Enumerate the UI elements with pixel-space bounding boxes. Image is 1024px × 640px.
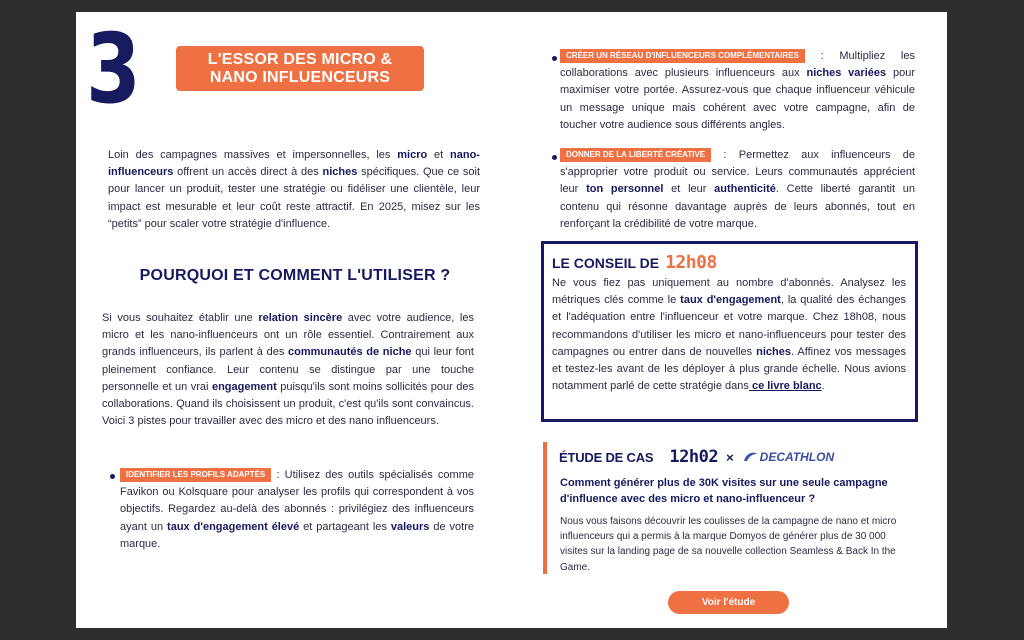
section-title-line1: L'ESSOR DES MICRO & [207,50,393,68]
tip-tag: DONNER DE LA LIBERTÉ CRÉATIVE [560,148,711,162]
why-paragraph: Si vous souhaitez établir une relation sincère avec votre audience, les micro et les nano-influenceurs ont un rôle essentiel. Contrairement aux grands influenceurs, ils parlent à des communautés de niche qui leur font pleinement confiance. Leur contenu se distingue par une touche personnelle et un vrai engagement puisqu'ils sont moins sollicités pour des collaborations. Quand ils choisissent un produit, c'est qu'ils sont convaincus. Voici 3 pistes pour travailler avec des micro et des nano influenceurs. [102,312,475,428]
conseil-box [541,241,918,422]
case-subtitle: Comment générer plus de 30K visites sur une seule campagne d'influence avec des micro et nano-influenceur ? [560,477,888,505]
case-header [559,446,834,468]
decathlon-logo: DECATHLON [742,450,834,464]
tip-identifier: IDENTIFIER LES PROFILS ADAPTÉS : Utilisez des outils spécialisés comme Favikon ou Kolsquare pour analyser les profils qui correspondent à vos objectifs. Regardez au-delà des abonnés : privilégiez des influenceurs ayant un taux d'engagement élevé et partageant les valeurs de votre marque. [120,469,474,550]
tip-liberte: DONNER DE LA LIBERTÉ CRÉATIVE : Permettez aux influenceurs de s'approprier votre produit ou service. Leurs communautés apprécient leur ton personnel et leur authenticité. Cette liberté garantit un contenu qui résonne davantage auprès de leurs abonnés, tout en renforçant la crédibilité de votre marque. [560,149,915,230]
livre-blanc-link[interactable]: ce livre blanc [748,380,822,393]
case-body: Nous vous faisons découvrir les coulisses de la campagne de nano et micro influenceurs qui a permis à la marque Domyos de générer plus de 30 000 visites sur la landing page de sa nouvelle collection Seamless & Back In the Game. [560,516,897,573]
bullet-dot [552,155,557,160]
tip-reseau: CRÉER UN RÉSEAU D'INFLUENCEURS COMPLÉMENTAIRES : Multipliez les collaborations avec plusieurs influenceurs aux niches variées pour maximiser votre portée. Assurez-vous que chaque influenceur véhicule un message unique mais cohérent avec votre campagne, afin de toucher votre audience sous différents angles. [560,50,915,131]
intro-paragraph: Loin des campagnes massives et impersonnelles, les micro et nano-influenceurs offrent un accès direct à des niches spécifiques. Que ce soit pour lancer un produit, tester une stratégie ou fidéliser une clientèle, leur impact est mesurable et leur coût reste attractif. En 2025, misez sur les “petits” pour scaler votre stratégie d'influence. [108,149,480,230]
section-number: 3 [86,13,140,125]
case-accent-bar [543,442,547,574]
bullet-dot [552,56,557,61]
document-page [76,12,947,628]
section-title-badge [176,46,424,91]
bullet-dot [110,474,115,479]
brand-logo-12h08: 12h08 [665,252,717,273]
section-title-line2: NANO INFLUENCEURS [209,68,391,86]
section-heading: POURQUOI ET COMMENT L'UTILISER ? [139,267,451,284]
times-sign: × [726,449,734,465]
case-title: ÉTUDE DE CAS [559,449,654,465]
decathlon-icon [742,451,758,463]
brand-logo-12h02: 12h02 [669,447,719,467]
voir-etude-button[interactable]: Voir l'étude [668,591,789,614]
tip-tag: CRÉER UN RÉSEAU D'INFLUENCEURS COMPLÉMENTAIRES [560,49,805,63]
conseil-title: LE CONSEIL DE 12h08 [552,252,717,273]
tip-tag: IDENTIFIER LES PROFILS ADAPTÉS [120,468,271,482]
conseil-text: Ne vous fiez pas uniquement au nombre d'abonnés. Analysez les métriques clés comme le taux d'engagement, la qualité des échanges et l'adéquation entre l'influenceur et votre marque. Chez 18h08, nous recommandons d'utiliser les micro et nano-influenceurs pour tester des campagnes ou entrer dans de nouvelles niches. Affinez vos messages et testez-les avant de les déployer à plus grande échelle. Nous avions notamment parlé de cette stratégie dans ce livre blanc. [552,277,906,393]
